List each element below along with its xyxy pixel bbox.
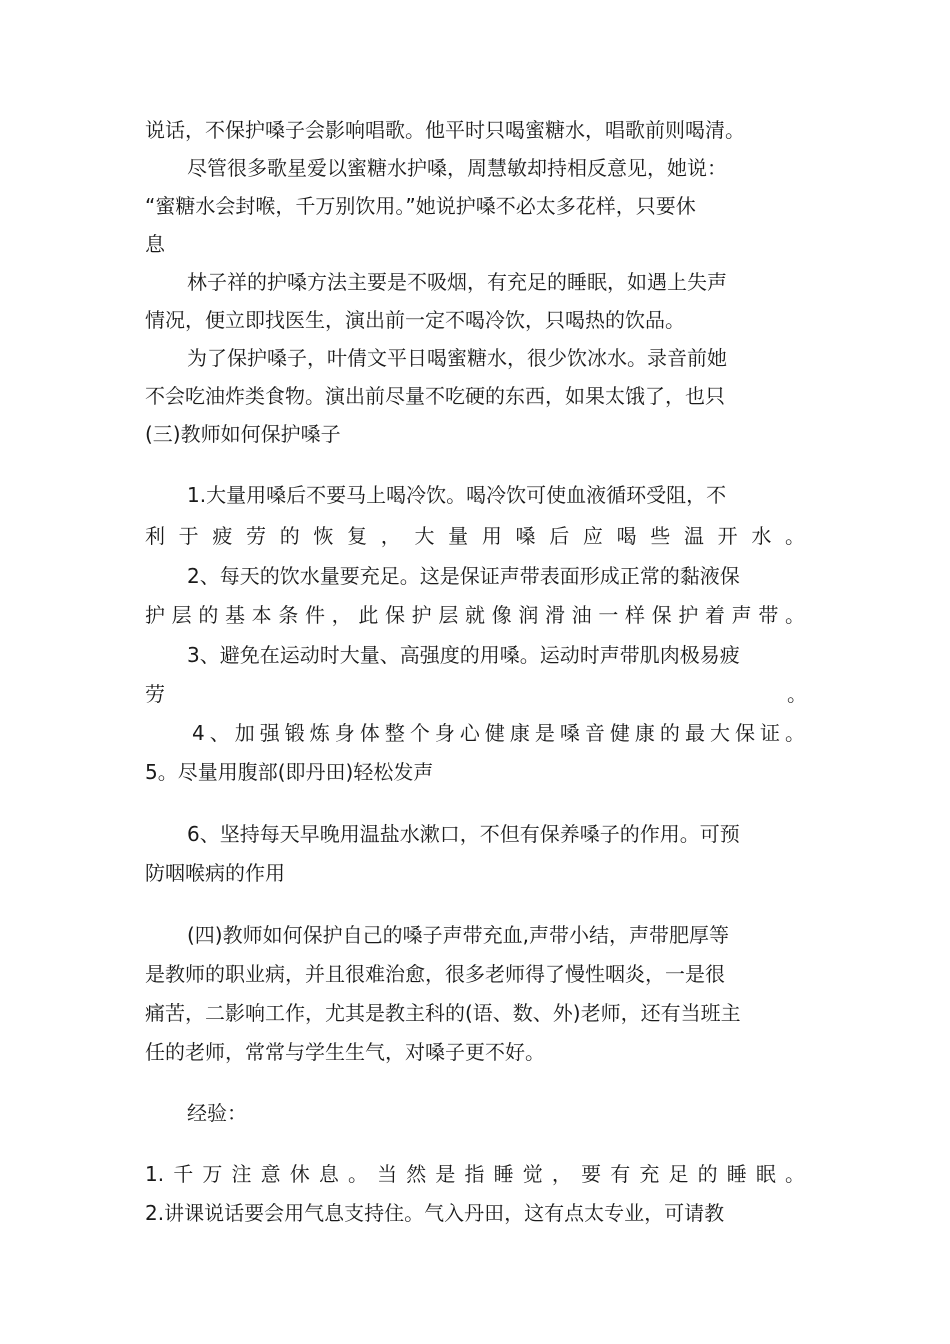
text-line: 利于疲劳的恢复，大量用嗓后应喝些温开水。 [145,524,805,548]
paragraph-start: 为了保护嗓子，叶倩文平日喝蜜糖水，很少饮冰水。录音前她 [187,346,727,370]
section-heading: (三)教师如何保护嗓子 [145,422,341,446]
section-heading: (四)教师如何保护自己的嗓子声带充血,声带小结，声带肥厚等 [187,923,729,947]
text-line: 息 [145,232,165,256]
paragraph-start: 尽管很多歌星爱以蜜糖水护嗓，周慧敏却持相反意见，她说： [187,156,727,180]
text-line: 不会吃油炸类食物。演出前尽量不吃硬的东西，如果太饿了，也只 [145,384,725,408]
text-line: 防咽喉病的作用 [145,861,285,885]
text-line: 是教师的职业病，并且很难治愈，很多老师得了慢性咽炎，一是很 [145,962,725,986]
text-line: “蜜糖水会封喉，千万别饮用。”她说护嗓不必太多花样，只要休 [145,194,696,218]
list-item: 1.大量用嗓后不要马上喝冷饮。喝冷饮可使血液循环受阻，不 [187,483,727,507]
text-line: 劳 [145,682,165,706]
list-item: 1.千万注意休息。当然是指睡觉，要有充足的睡眠。 [145,1162,805,1186]
list-item: 2.讲课说话要会用气息支持住。气入丹田，这有点太专业，可请教 [145,1201,725,1225]
list-item: 4、加强锻炼身体整个身心健康是嗓音健康的最大保证。 [192,721,805,745]
text-line: 护层的基本条件，此保护层就像润滑油一样保护着声带。 [145,603,805,627]
text-line: 痛苦，二影响工作，尤其是教主科的(语、数、外)老师，还有当班主 [145,1001,741,1025]
text-line: 说话，不保护嗓子会影响唱歌。他平时只喝蜜糖水，唱歌前则喝清。 [145,118,745,142]
line-end-punctuation: 。 [787,682,807,706]
text-line: 任的老师，常常与学生生气，对嗓子更不好。 [145,1040,545,1064]
list-item: 6、坚持每天早晚用温盐水漱口，不但有保养嗓子的作用。可预 [187,822,740,846]
text-line: 情况，便立即找医生，演出前一定不喝冷饮，只喝热的饮品。 [145,308,685,332]
paragraph-start: 林子祥的护嗓方法主要是不吸烟，有充足的睡眠，如遇上失声 [187,270,727,294]
experience-heading: 经验： [187,1101,247,1125]
list-item: 2、每天的饮水量要充足。这是保证声带表面形成正常的黏液保 [187,564,740,588]
list-item: 5。尽量用腹部(即丹田)轻松发声 [145,760,434,784]
list-item: 3、避免在运动时大量、高强度的用嗓。运动时声带肌肉极易疲 [187,643,740,667]
